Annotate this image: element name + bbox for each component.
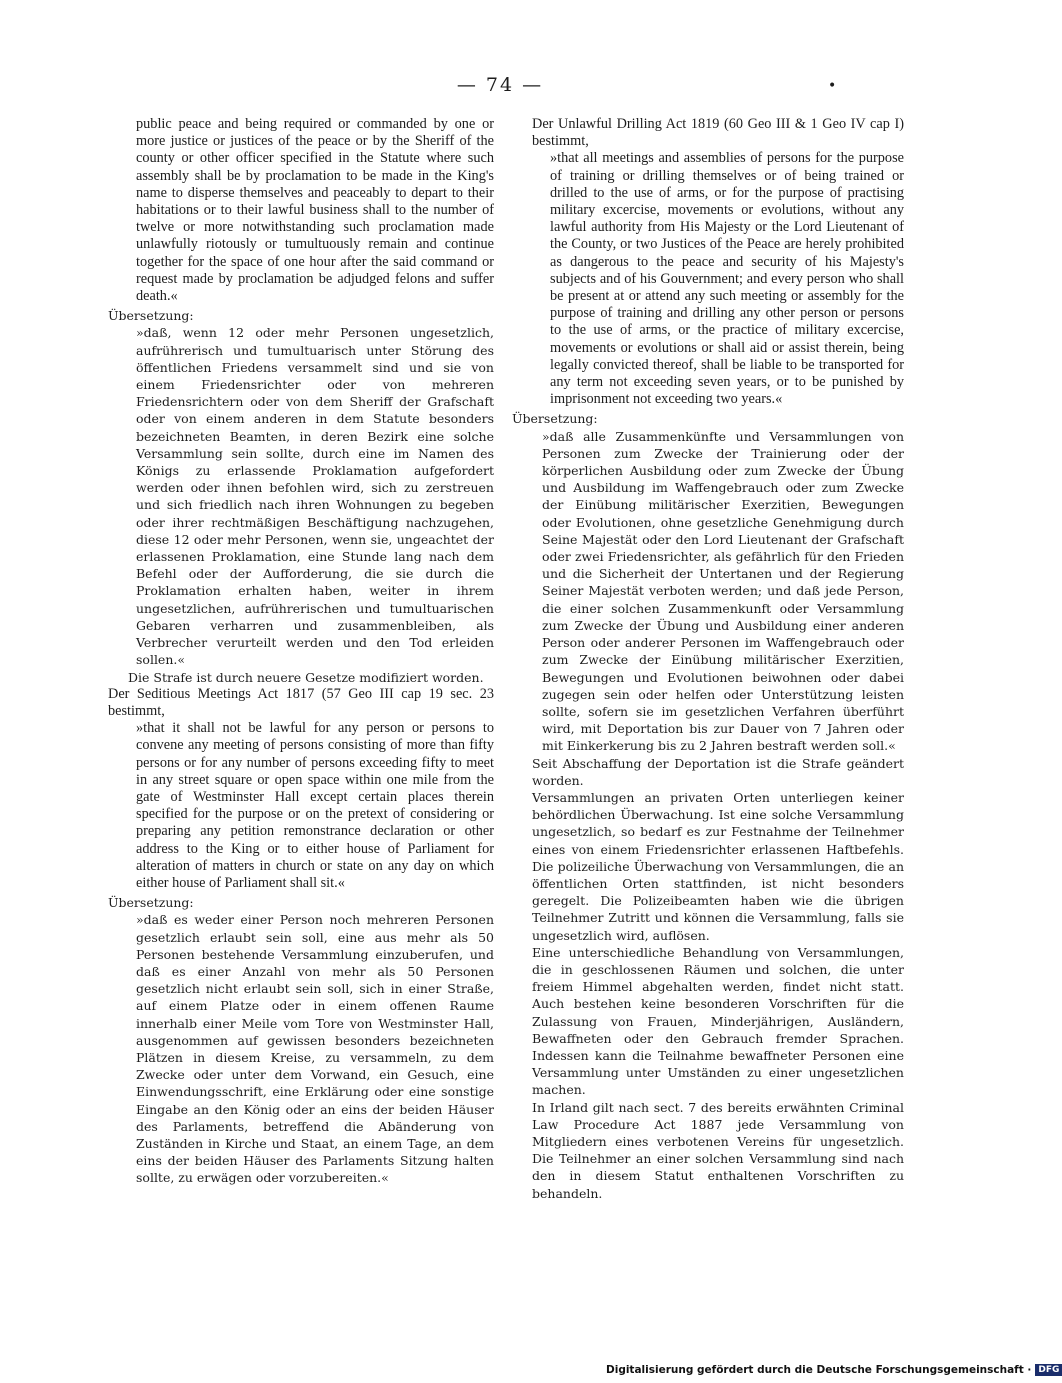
- right-column: [512, 116, 904, 1202]
- body-paragraph: In Irland gilt nach sect. 7 des bereits erwähnten Criminal Law Procedure Act 1887 jede Versammlung von Mitgliedern eines verbotenen Vereins für ungesetzlich. Die Teilnehmer an einer solchen Versammlung sind nach den in diesem Statut enthaltenen Vorschriften zu behandeln.: [532, 1099, 904, 1201]
- body-paragraph: Die Strafe ist durch neuere Gesetze modifiziert worden.: [128, 669, 484, 685]
- translation-text: »daß es weder einer Person noch mehreren Personen gesetzlich erlaubt sein soll, eine aus mehr als 50 Personen bestehende Versammlung einzuberufen, und daß es einer Anzahl von mehr als 50 Personen gesetzlich nicht erlaubt sein soll, sich in einer Straße, auf einem Platze oder in einem offenen Raume innerhalb einer Meile vom Tore von Westminster Hall, ausgenommen auf gewissen besonders bezeichneten Plätzen in diesem Kreise, zu versammeln, zu dem Zwecke oder unter dem Vorwand, ein Gesuch, eine Einwendungsschrift, eine Erklärung oder eine sonstige Eingabe an den König oder an eins der beiden Häuser des Parlaments, betreffend die Abänderung von Zuständen in Kirche und Staat, an einem Tage, an dem eins der beiden Häuser des Parlaments Sitzung halten sollte, zu erwägen oder vorzubereiten.«: [136, 912, 494, 1186]
- act-citation: Der Unlawful Drilling Act 1819 (60 Geo III & 1 Geo IV cap I) bestimmt,: [532, 116, 904, 150]
- act-citation: Der Seditious Meetings Act 1817 (57 Geo III cap 19 sec. 23 bestimmt,: [108, 685, 494, 719]
- body-paragraph: Versammlungen an privaten Orten unterliegen keiner behördlichen Überwachung. Ist eine solche Versammlung ungesetzlich, so bedarf es zur Festnahme der Teilnehmer eines von einem Friedensrichter erlassenen Haftbefehls. Die polizeiliche Überwachung von Versammlungen, die an öffentlichen Orten stattfinden, ist nicht besonders geregelt. Die Polizeibeamten haben wie die übrigen Teilnehmer Zutritt und können die Versammlung, falls sie ungesetzlich wird, auflösen.: [532, 789, 904, 943]
- body-paragraph: Eine unterschiedliche Behandlung von Versammlungen, die in geschlossenen Räumen und solchen, die unter freiem Himmel abgehalten werden, findet nicht statt. Auch bestehen keine besonderen Vorschriften für die Zulassung von Frauen, Minderjährigen, Ausländern, Bewaffneten oder den Gebrauch fremder Sprachen. Indessen kann die Teilnahme bewaffneter Personen eine Versammlung unter Umständen zu einer ungesetzlichen machen.: [532, 944, 904, 1098]
- page-number: — 74 —: [456, 74, 544, 96]
- body-paragraph: Seit Abschaffung der Deportation ist die Strafe geändert worden.: [532, 755, 904, 788]
- translation-text: »daß alle Zusammenkünfte und Versammlungen von Personen zum Zwecke der Trainierung oder der körperlichen Ausbildung oder zum Zwecke der Übung und Ausbildung im Waffengebrauch oder zum Zwecke der Einübung militärischer Exerzitien, Bewegungen oder Evolutionen, ohne gesetzliche Genehmigung durch Seine Majestät oder den Lord Lieutenant der Grafschaft oder zwei Friedensrichter, als gefährlich für den Frieden und die Sicherheit der Untertanen und der Regierung Seiner Majestät verboten werden; und daß jede Person, die einer solchen Zusammenkunft oder Versammlung zum Zwecke der Übung und Ausbildung einer anderen Person oder anderer Personen im Waffengebrauch oder zum Zwecke der Einübung militärischer Exerzitien, Bewegungen und Evolutionen beiwohnen oder dabei zugegen sein oder helfen oder Unterstützung leisten sollte, sofern sie im gesetzlichen Verfahren überführt wird, mit Deportation bis zur Dauer von 7 Jahren oder mit Einkerkerung bis zu 2 Jahren bestraft werden soll.«: [542, 428, 904, 754]
- translation-heading: Übersetzung:: [108, 895, 194, 911]
- quote-continuation: public peace and being required or commanded by one or more justice or justices of the peace or by the Sheriff of the county or other officer specified in the Statute where such assembly shall be by proclamation to be made in the King's name to disperse themselves and peaceably to depart to their habitations or to their lawful business shall to the number of twelve or more notwithstanding such proclamation made unlawfully riotously or tumultuously remain and continue together for the space of one hour after the said command or request made by proclamation be adjudged felons and suffer death.«: [136, 116, 494, 305]
- left-column: [108, 116, 494, 1187]
- digitization-credit: [606, 1364, 1062, 1376]
- translation-text: »daß, wenn 12 oder mehr Personen ungesetzlich, aufrührerisch und tumultuarisch unter Störung des öffentlichen Friedens versammelt sind und sie von einem Friedensrichter oder von mehreren Friedensrichtern oder von dem Sheriff der Grafschaft oder von einem anderen in dem Statute besonders bezeichneten Beamten, in deren Bezirk eine solche Versammlung sein sollte, durch eine im Namen des Königs zu erlassende Proklamation aufgefordert werden oder ihnen befohlen wird, sich zu zerstreuen und sich friedlich nach ihren Wohnungen zu begeben oder ihrer rechtmäßigen Beschäftigung nachzugehen, diese 12 oder mehr Personen, wenn sie, ungeachtet der erlassenen Proklamation, eine Stunde lang nach dem Befehl oder der Aufforderung, die sie durch die Proklamation erhalten haben, weiter in ihrem ungesetzlichen, aufrührerischen und tumultuarischen Gebaren verharren und zusammenbleiben, als Verbrecher verurteilt werden und den Tod erleiden sollen.«: [136, 325, 494, 668]
- act-quote: »that all meetings and assemblies of persons for the purpose of training or drilling themselves or of being trained or drilled to the use of arms, or for the purpose of practising military excercise, movements or evolutions, without any lawful authority from His Majesty or the Lord Lieutenant of the County, or two Justices of the Peace are herely prohibited as dangerous to the peace and security of his Majesty's subjects and of his Gouvernment; and every person who shall be present at or attend any such meeting or assembly for the purpose of training and drilling any other person or persons to the use of arms, or the practice of military excercise, movements or evolutions or shall aid or assist therein, being legally convicted thereof, shall be liable to be transported for any term not exceeding seven years, or to be punished by imprisonment not exceeding two years.«: [550, 150, 904, 408]
- translation-heading: Übersetzung:: [512, 411, 598, 427]
- translation-heading: Übersetzung:: [108, 308, 194, 324]
- print-mark: •: [828, 78, 837, 94]
- act-quote: »that it shall not be lawful for any person or persons to convene any meeting of persons consisting of more than fifty persons or for any number of persons exceeding fifty to meet in any street square or open space within one mile from the gate of Westminster Hall except certain places therein specified for the purpose or on the pretext of considering or preparing any petition remonstrance declaration or other address to the King or to either house of Parliament for alteration of matters in church or state on any day on which either house of Parliament shall sit.«: [136, 720, 494, 891]
- credit-text: Digitalisierung gefördert durch die Deutsche Forschungsgemeinschaft ·: [606, 1364, 1032, 1376]
- dfg-logo: DFG: [1035, 1364, 1062, 1376]
